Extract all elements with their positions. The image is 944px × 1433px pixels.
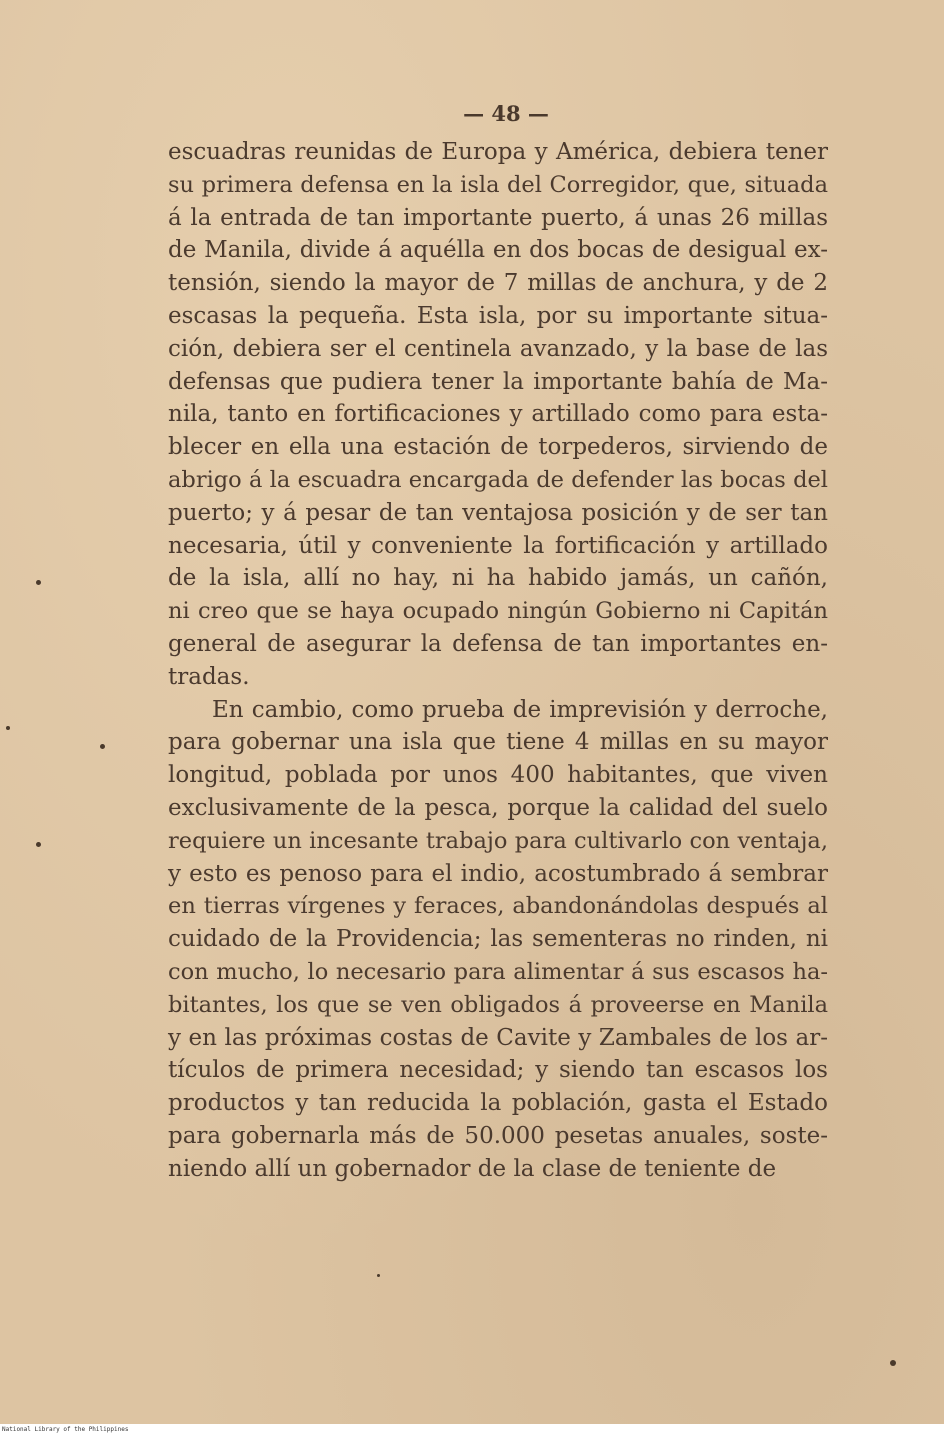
- ink-speck: [890, 1360, 896, 1366]
- text-line: cuidado de la Providencia; las sementeras no rinden, ni: [168, 926, 828, 953]
- body-text: [168, 136, 828, 1186]
- text-line: general de asegurar la defensa de tan importantes en-: [168, 630, 828, 657]
- text-line: longitud, poblada por unos 400 habitantes, que viven: [168, 762, 828, 789]
- library-credit: National Library of the Philippines: [2, 1426, 129, 1433]
- text-line: y en las próximas costas de Cavite y Zambales de los ar-: [168, 1024, 828, 1051]
- text-line: bitantes, los que se ven obligados á proveerse en Manila: [168, 991, 828, 1018]
- text-line: para gobernarla más de 50.000 pesetas anuales, soste-: [168, 1122, 828, 1149]
- text-line: tículos de primera necesidad; y siendo tan escasos los: [168, 1057, 828, 1084]
- text-line: para gobernar una isla que tiene 4 millas en su mayor: [168, 729, 828, 756]
- footer-strip: [0, 1424, 944, 1433]
- ink-speck: [377, 1274, 380, 1277]
- text-line: de Manila, divide á aquélla en dos bocas de desigual ex-: [168, 237, 828, 264]
- text-line: escuadras reunidas de Europa y América, debiera tener: [168, 139, 828, 165]
- text-line: abrigo á la escuadra encargada de defender las bocas del: [168, 466, 828, 493]
- text-line: puerto; y á pesar de tan ventajosa posición y de ser tan: [168, 499, 828, 526]
- text-line: ni creo que se haya ocupado ningún Gobierno ni Capitán: [168, 598, 828, 625]
- text-line: tensión, siendo la mayor de 7 millas de anchura, y de 2: [168, 270, 828, 297]
- text-line: ción, debiera ser el centinela avanzado, y la base de las: [168, 335, 828, 362]
- text-line: exclusivamente de la pesca, porque la calidad del suelo: [168, 794, 828, 821]
- text-line: con mucho, lo necesario para alimentar á sus escasos ha-: [168, 958, 828, 985]
- text-line: necesaria, útil y conveniente la fortificación y artillado: [168, 532, 828, 559]
- text-line: en tierras vírgenes y feraces, abandonándolas después al: [168, 893, 828, 920]
- text-line: tradas.: [168, 663, 250, 690]
- text-line: requiere un incesante trabajo para cultivarlo con ventaja,: [168, 827, 828, 854]
- text-line: En cambio, como prueba de imprevisión y derroche,: [212, 696, 828, 723]
- text-line: nila, tanto en fortificaciones y artillado como para esta-: [168, 401, 828, 428]
- ink-speck: [36, 842, 41, 847]
- text-line: de la isla, allí no hay, ni ha habido jamás, un cañón,: [168, 565, 828, 592]
- text-line: blecer en ella una estación de torpederos, sirviendo de: [168, 434, 828, 461]
- text-line: niendo allí un gobernador de la clase de teniente de: [168, 1155, 777, 1182]
- page-number: — 48 —: [463, 101, 549, 126]
- text-line: escasas la pequeña. Esta isla, por su importante situa-: [168, 302, 828, 329]
- text-line: defensas que pudiera tener la importante bahía de Ma-: [168, 368, 828, 395]
- text-line: á la entrada de tan importante puerto, á unas 26 millas: [168, 204, 828, 231]
- text-line: productos y tan reducida la población, gasta el Estado: [168, 1090, 828, 1117]
- text-line: y esto es penoso para el indio, acostumbrado á sembrar: [168, 860, 828, 887]
- text-line: su primera defensa en la isla del Corregidor, que, situada: [168, 171, 828, 198]
- ink-speck: [100, 744, 105, 749]
- ink-speck: [36, 580, 41, 585]
- ink-speck: [6, 726, 10, 730]
